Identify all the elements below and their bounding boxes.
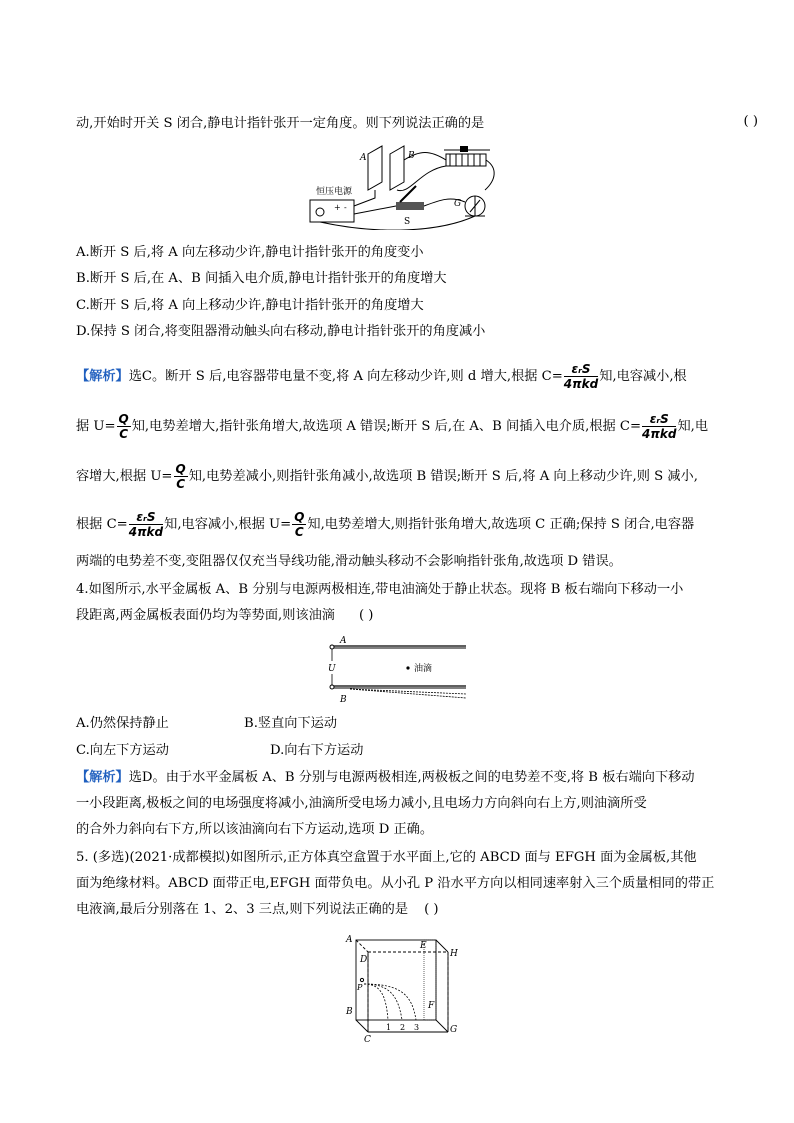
q3-analysis-line-5: 两端的电势差不变,变阻器仅仅充当导线功能,滑动触头移动不会影响指针张角,故选项 D 错误。 — [76, 554, 622, 569]
q3-option-d: D.保持 S 闭合,将变阻器滑动触头向右移动,静电计指针张开的角度减小 — [76, 324, 486, 339]
q4-analysis-line-1: 【解析】选D。由于水平金属板 A、B 分别与电源两极相连,两极板之间的电势差不变,将 B 板右端向下移动 — [76, 770, 695, 785]
q5-cube-figure — [340, 932, 460, 1042]
label-c: C — [364, 1035, 371, 1042]
label-b: B — [346, 1007, 353, 1017]
analysis-tag: 【解析】 — [76, 770, 129, 785]
formula-voltage: $\frac{Q}{C}$ — [118, 412, 129, 441]
analysis-tag: 【解析】 — [76, 369, 129, 384]
q4-option-b: B.竖直向下运动 — [244, 716, 338, 731]
label-u: U — [328, 664, 336, 674]
formula-voltage: $\frac{Q}{C}$ — [175, 462, 186, 491]
q3-analysis-line-2: 据 U= $\frac{Q}{C}$ 知,电势差增大,指针张角增大,故选项 A 错误;断开 S 后,在 A、B 间插入电介质,根据 C= $\frac{\text{εᵣS}}{\text{4πkd}}$ 知,电 — [76, 412, 709, 441]
q3-option-a: A.断开 S 后,将 A 向左移动少许,静电计指针张开的角度变小 — [76, 245, 424, 260]
q3-option-c: C.断开 S 后,将 A 向上移动少许,静电计指针张开的角度增大 — [76, 298, 424, 313]
q4-option-d: D.向右下方运动 — [270, 743, 364, 758]
q4-option-c: C.向左下方运动 — [76, 743, 169, 758]
label-minus: - — [344, 203, 347, 212]
q3-answer-paren: ( ) — [743, 114, 758, 129]
label-g: G — [450, 1025, 458, 1035]
q4-stem-line-1: 4.如图所示,水平金属板 A、B 分别与电源两极相连,带电油滴处于静止状态。现将 B 板右端向下移动一小 — [76, 582, 684, 597]
label-b: B — [408, 151, 415, 161]
label-a: A — [340, 636, 347, 646]
q4-plates-figure — [320, 634, 470, 704]
q5-answer-paren: ( ) — [424, 902, 439, 917]
label-power: 恒压电源 — [316, 187, 353, 197]
label-point-3: 3 — [414, 1023, 420, 1032]
q4-answer-paren: ( ) — [358, 608, 374, 623]
q3-option-b: B.断开 S 后,在 A、B 间插入电介质,静电计指针张开的角度增大 — [76, 271, 447, 286]
label-plus: + — [334, 203, 341, 212]
label-point-2: 2 — [400, 1023, 406, 1032]
label-h: H — [450, 949, 458, 959]
q4-analysis-line-2: 一小段距离,极板之间的电场强度将减小,油滴所受电场力减小,且电场力方向斜向右上方,则油滴所受 — [76, 796, 647, 811]
label-p: P — [357, 983, 363, 992]
label-a: A — [360, 153, 367, 163]
formula-voltage: $\frac{Q}{C}$ — [294, 510, 305, 539]
label-b: B — [340, 695, 347, 704]
q3-analysis-line-1: 【解析】选C。断开 S 后,电容器带电量不变,将 A 向左移动少许,则 d 增大,根据 C= $\frac{\text{εᵣS}}{\text{4πkd}}$ 知,电容减小,根 — [76, 362, 687, 391]
q4-option-a: A.仍然保持静止 — [76, 716, 169, 731]
q4-stem-line-2: 段距离,两金属板表面仍均为等势面,则该油滴 ( ) — [76, 608, 374, 623]
formula-capacitance: $\frac{\text{εᵣS}}{\text{4πkd}}$ — [642, 412, 677, 441]
q4-analysis-line-3: 的合外力斜向右下方,所以该油滴向右下方运动,选项 D 正确。 — [76, 822, 434, 837]
q5-stem-line-2: 面为绝缘材料。ABCD 面带正电,EFGH 面带负电。从小孔 P 沿水平方向以相同速率射入三个质量相同的带正 — [76, 876, 715, 891]
label-g: G — [454, 199, 462, 209]
label-e: E — [420, 941, 427, 951]
label-d: D — [360, 955, 368, 965]
q3-stem: 动,开始时开关 S 闭合,静电计指针张开一定角度。则下列说法正确的是 — [76, 116, 485, 131]
formula-capacitance: $\frac{\text{εᵣS}}{\text{4πkd}}$ — [563, 362, 599, 391]
label-a: A — [346, 935, 353, 945]
q5-stem-line-3: 电液滴,最后分别落在 1、2、3 三点,则下列说法正确的是 ( ) — [76, 902, 439, 917]
q3-analysis-line-3: 容增大,根据 U= $\frac{Q}{C}$ 知,电势差减小,则指针张角减小,故选项 B 错误;断开 S 后,将 A 向上移动少许,则 S 减小, — [76, 462, 698, 491]
formula-capacitance: $\frac{\text{εᵣS}}{\text{4πkd}}$ — [128, 510, 164, 539]
label-oil-drop: 油滴 — [414, 664, 433, 674]
label-s: S — [404, 217, 411, 227]
q5-stem-line-1: 5. (多选)(2021·成都模拟)如图所示,正方体真空盒置于水平面上,它的 ABCD 面与 EFGH 面为金属板,其他 — [76, 850, 697, 865]
q3-analysis-line-4: 根据 C= $\frac{\text{εᵣS}}{\text{4πkd}}$ 知,电容减小,根据 U= $\frac{Q}{C}$ 知,电势差增大,则指针张角增大,故选项 C 正确;保持 S 闭合,电容器 — [76, 510, 695, 539]
label-f: F — [428, 1001, 435, 1011]
label-point-1: 1 — [386, 1023, 392, 1032]
q3-circuit-figure — [300, 140, 500, 230]
